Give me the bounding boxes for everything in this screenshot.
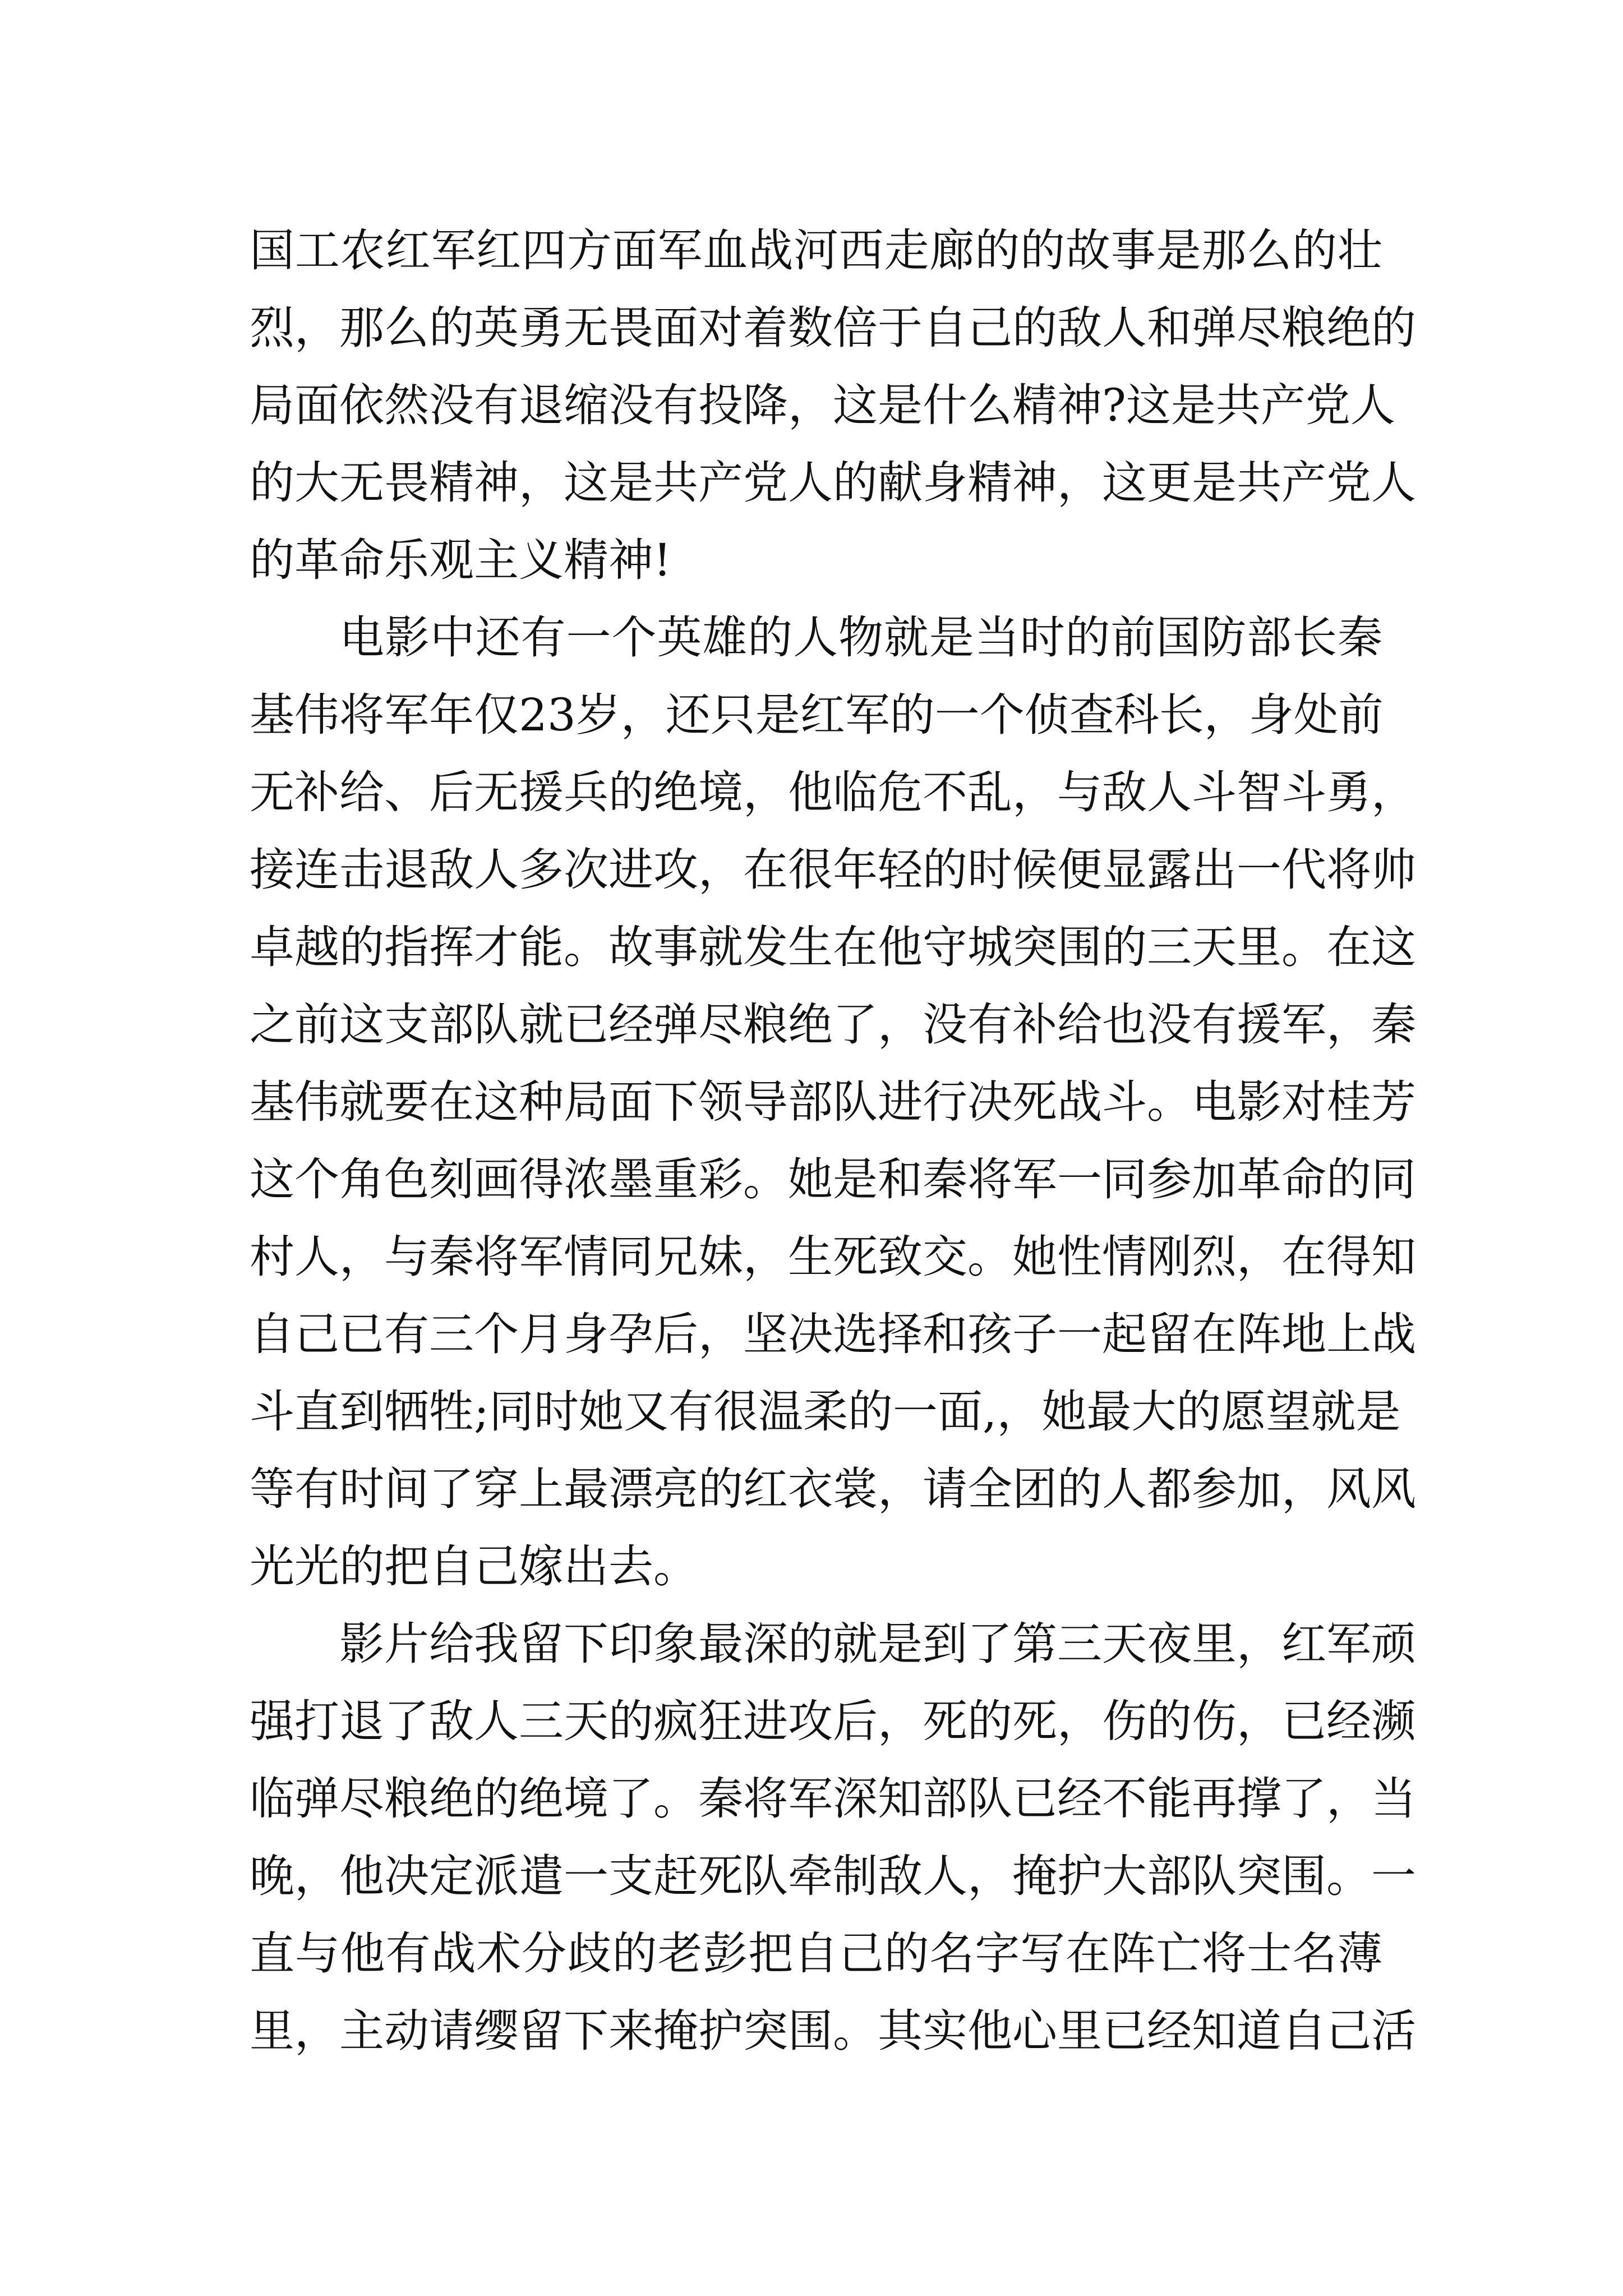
text-line-first: 电 影 中 还 有 一 个 英 雄 的 人 物 就 是 当 时 的 前 国 防 部 长 秦 bbox=[339, 611, 1382, 664]
text-line-last: 光光的把自己嫁出去。 bbox=[250, 1540, 698, 1593]
text-line: 强 打 退 了 敌 人 三 天 的 疯 狂 进 攻 后 ， 死 的 死 ， 伤 的 伤 ， 已 经 濒 bbox=[250, 1695, 1416, 1747]
text-line: 临 弹 尽 粮 绝 的 绝 境 了 。 秦 将 军 深 知 部 队 已 经 不 能 再 撑 了 ， 当 bbox=[250, 1773, 1416, 1825]
text-line: 接 连 击 退 敌 人 多 次 进 攻 ， 在 很 年 轻 的 时 候 便 显 露 出 一 代 将 帅 bbox=[250, 844, 1416, 896]
text-line: 无 补 给 、 后 无 援 兵 的 绝 境 ， 他 临 危 不 乱 ， 与 敌 人 斗 智 斗 勇 ， bbox=[250, 766, 1416, 818]
text-line: 等 有 时 间 了 穿 上 最 漂 亮 的 红 衣 裳 ， 请 全 团 的 人 都 参 加 ， 风 风 bbox=[250, 1463, 1416, 1515]
body-text bbox=[250, 212, 1416, 2070]
text-line-first: 影 片 给 我 留 下 印 象 最 深 的 就 是 到 了 第 三 天 夜 里 ， 红 军 顽 bbox=[339, 1618, 1416, 1670]
text-line: 基 伟 就 要 在 这 种 局 面 下 领 导 部 队 进 行 决 死 战 斗 。 电 影 对 桂 芳 bbox=[250, 1076, 1416, 1128]
text-line: 烈 ， 那 么 的 英 勇 无 畏 面 对 着 数 倍 于 自 己 的 敌 人 和 弹 尽 粮 绝 的 bbox=[250, 302, 1416, 354]
text-line: 村 人 ， 与 秦 将 军 情 同 兄 妹 ， 生 死 致 交 。 她 性 情 刚 烈 ， 在 得 知 bbox=[250, 1231, 1416, 1283]
text-line: 局 面 依 然 没 有 退 缩 没 有 投 降 ， 这 是 什 么 精 神 ? 这 是 共 产 党 人 bbox=[250, 379, 1395, 431]
text-line: 斗 直 到 牺 牲 ; 同 时 她 又 有 很 温 柔 的 一 面 , ， 她 最 大 的 愿 望 就 是 bbox=[250, 1386, 1401, 1438]
text-line: 自 己 已 有 三 个 月 身 孕 后 ， 坚 决 选 择 和 孩 子 一 起 留 在 阵 地 上 战 bbox=[250, 1308, 1416, 1360]
text-line: 基 伟 将 军 年 仅 23 岁 ， 还 只 是 红 军 的 一 个 侦 查 科 长 ， 身 处 前 bbox=[250, 689, 1384, 741]
text-line: 国 工 农 红 军 红 四 方 面 军 血 战 河 西 走 廊 的 的 故 事 是 那 么 的 壮 bbox=[250, 224, 1382, 277]
text-line: 之 前 这 支 部 队 就 已 经 弹 尽 粮 绝 了 ， 没 有 补 给 也 没 有 援 军 ， 秦 bbox=[250, 999, 1416, 1051]
text-line: 直 与 他 有 战 术 分 歧 的 老 彭 把 自 己 的 名 字 写 在 阵 亡 将 士 名 薄 bbox=[250, 1927, 1382, 1980]
text-line: 里 ， 主 动 请 缨 留 下 来 掩 护 突 围 。 其 实 他 心 里 已 经 知 道 自 己 活 bbox=[250, 2005, 1416, 2057]
text-line: 的 大 无 畏 精 神 ， 这 是 共 产 党 人 的 献 身 精 神 ， 这 更 是 共 产 党 人 bbox=[250, 457, 1416, 509]
text-line-last: 的革命乐观主义精神! bbox=[250, 534, 672, 586]
text-line: 卓 越 的 指 挥 才 能 。 故 事 就 发 生 在 他 守 城 突 围 的 三 天 里 。 在 这 bbox=[250, 921, 1416, 973]
text-line: 这 个 角 色 刻 画 得 浓 墨 重 彩 。 她 是 和 秦 将 军 一 同 参 加 革 命 的 同 bbox=[250, 1153, 1416, 1205]
text-line: 晚 ， 他 决 定 派 遣 一 支 赶 死 队 牵 制 敌 人 ， 掩 护 大 部 队 突 围 。 一 bbox=[250, 1850, 1416, 1902]
